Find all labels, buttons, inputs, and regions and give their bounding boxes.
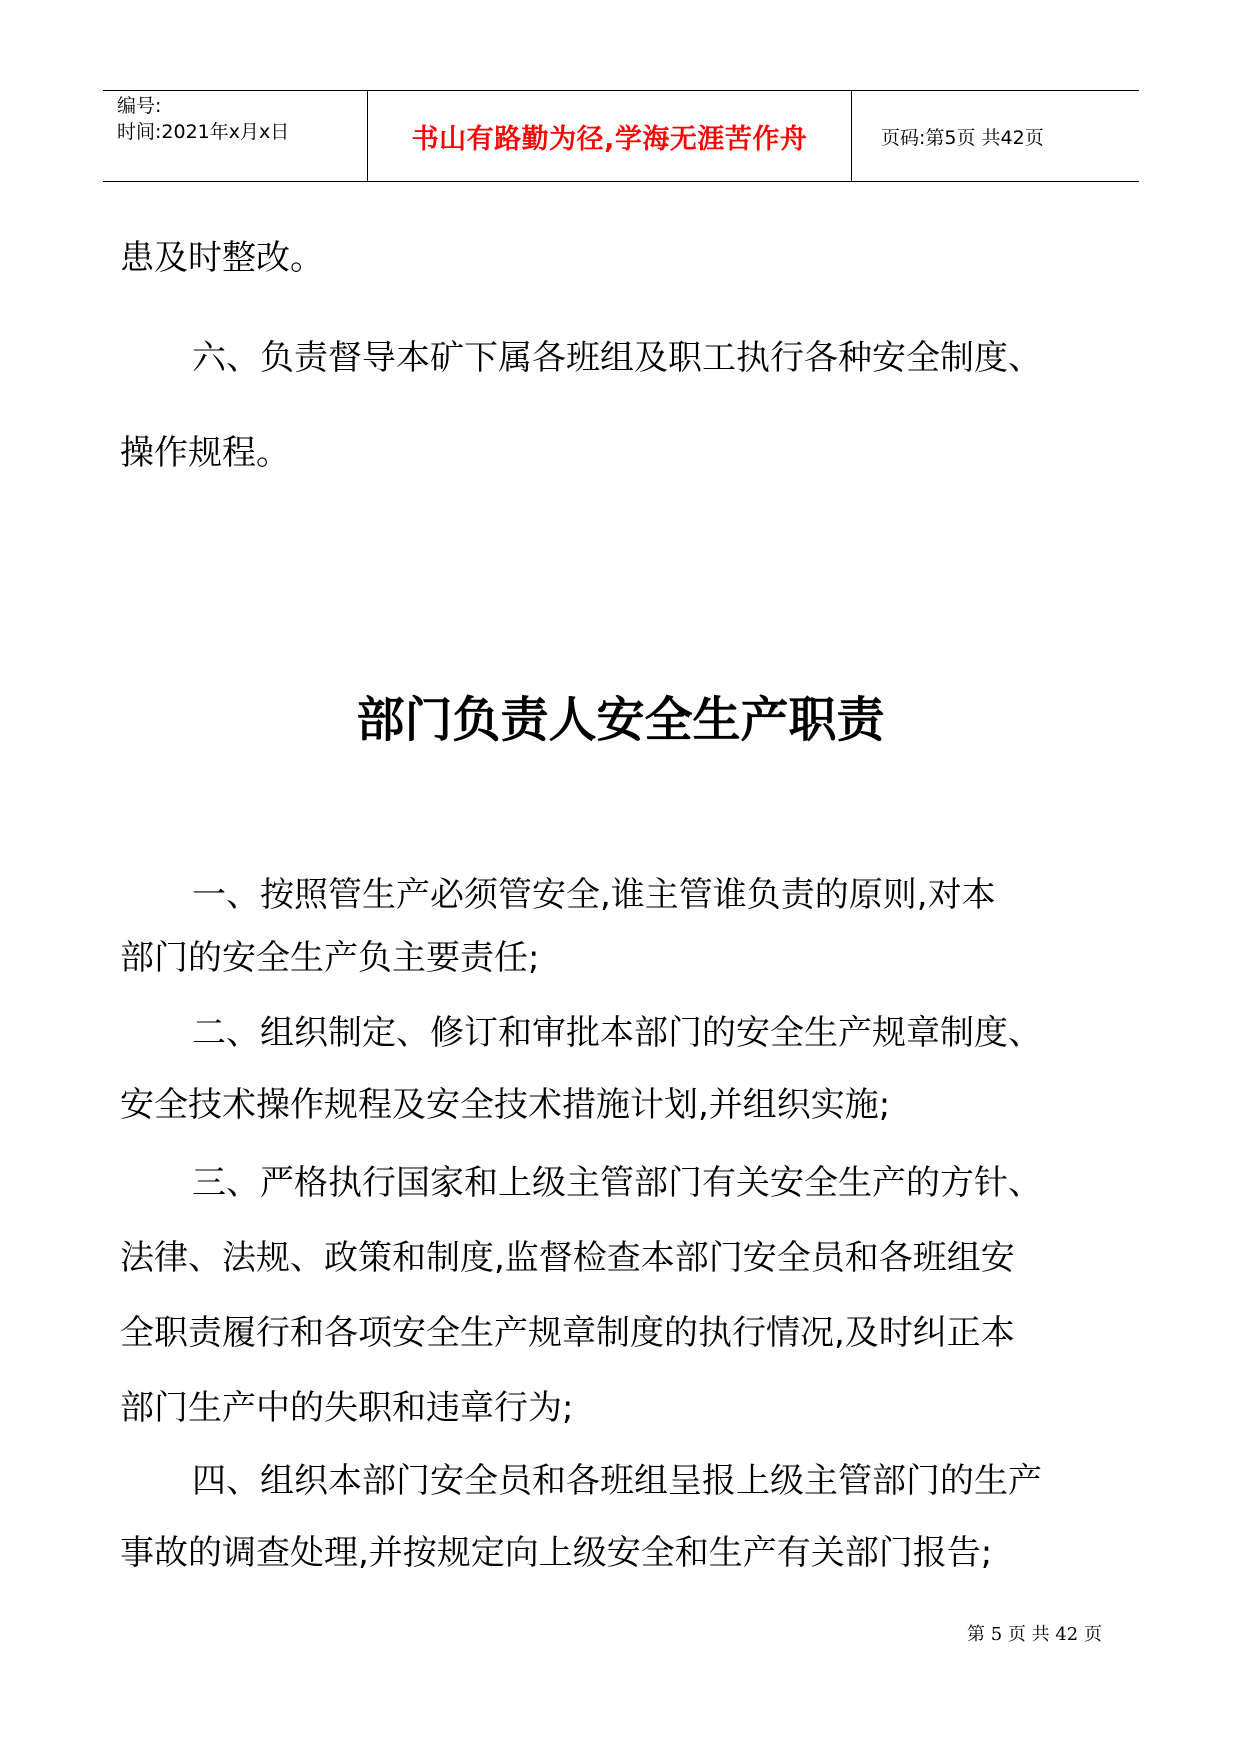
section-line: 法律、法规、政策和制度,监督检查本部门安全员和各班组安 [120, 1238, 1015, 1278]
section-line: 三、严格执行国家和上级主管部门有关安全生产的方针、 [192, 1163, 1042, 1203]
document-number-label: 编号: [117, 95, 162, 117]
body-line: 患及时整改。 [120, 238, 324, 278]
body-line: 操作规程。 [120, 433, 290, 473]
body-line: 六、负责督导本矿下属各班组及职工执行各种安全制度、 [192, 338, 1042, 378]
document-header [103, 90, 1139, 182]
section-line: 全职责履行和各项安全生产规章制度的执行情况,及时纠正本 [120, 1313, 1015, 1353]
section-line: 部门的安全生产负主要责任; [120, 938, 540, 978]
header-motto: 书山有路勤为径,学海无涯苦作舟 [367, 91, 852, 181]
section-line: 安全技术操作规程及安全技术措施计划,并组织实施; [120, 1085, 891, 1125]
section-title: 部门负责人安全生产职责 [356, 692, 885, 748]
page-footer: 第 5 页 共 42 页 [967, 1624, 1102, 1645]
document-time-label: 时间:2021年x月x日 [117, 121, 290, 143]
section-line: 一、按照管生产必须管安全,谁主管谁负责的原则,对本 [192, 875, 996, 915]
section-line: 事故的调查处理,并按规定向上级安全和生产有关部门报告; [120, 1533, 993, 1573]
header-page-label: 页码:第5页 共42页 [881, 126, 1044, 149]
section-line: 部门生产中的失职和违章行为; [120, 1388, 574, 1428]
header-meta [117, 93, 367, 145]
section-line: 四、组织本部门安全员和各班组呈报上级主管部门的生产 [192, 1461, 1042, 1501]
section-line: 二、组织制定、修订和审批本部门的安全生产规章制度、 [192, 1013, 1042, 1053]
